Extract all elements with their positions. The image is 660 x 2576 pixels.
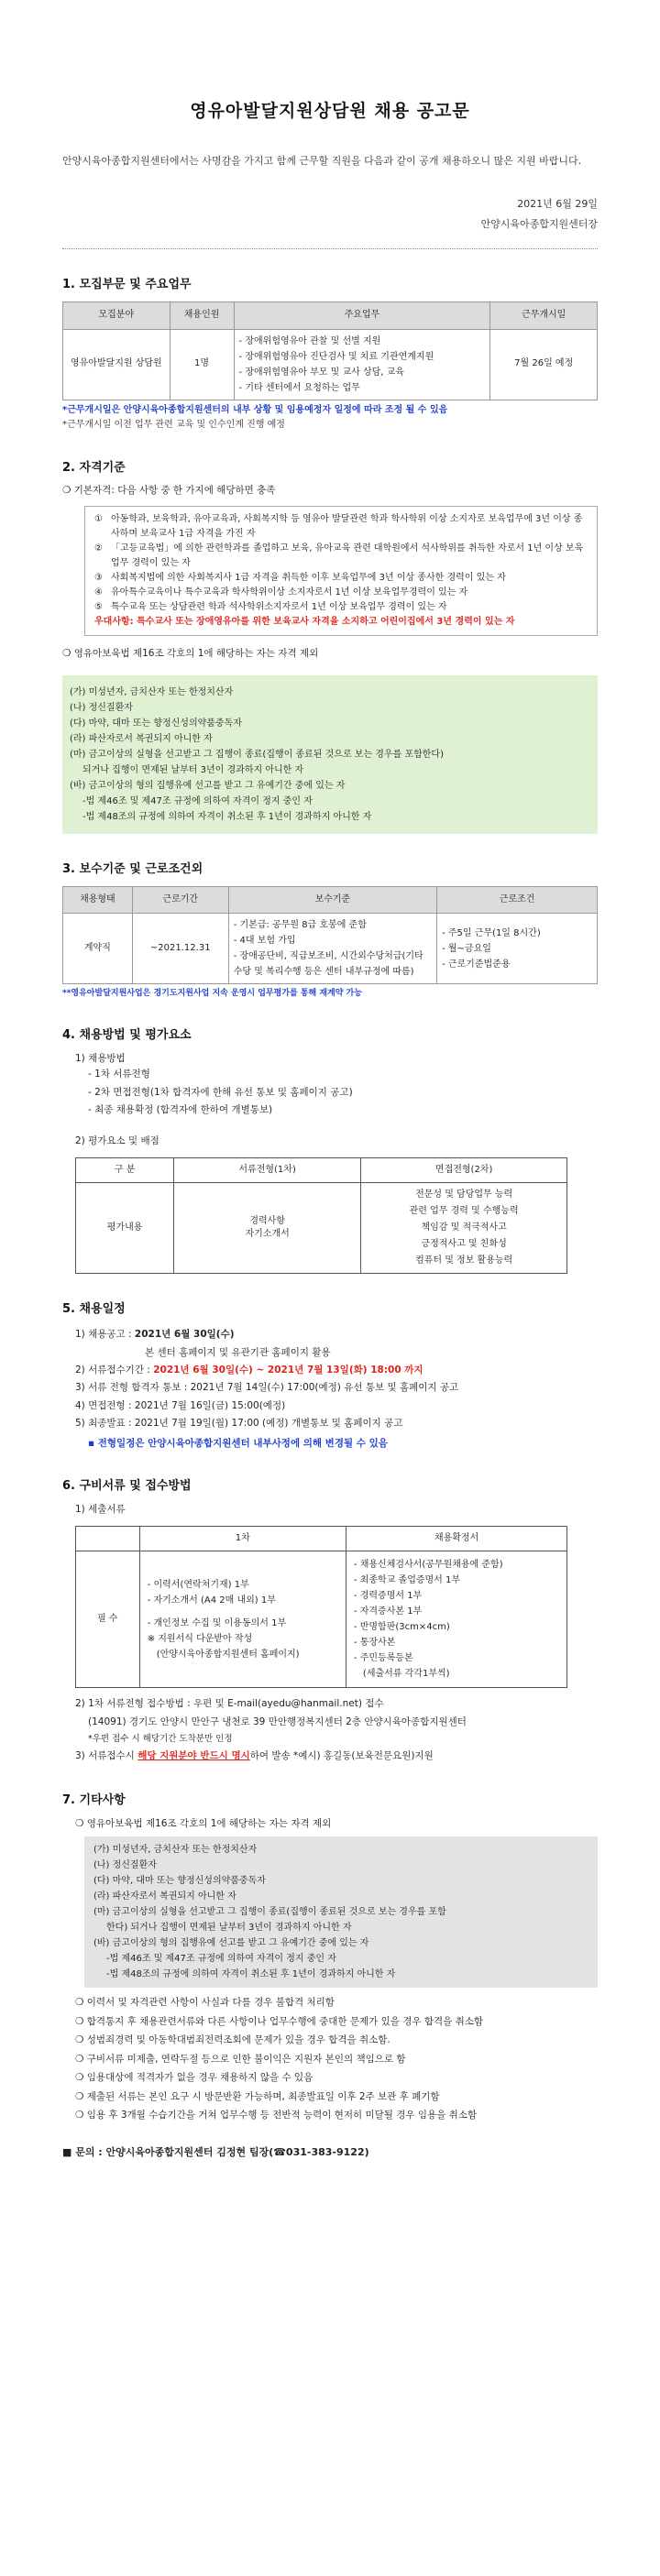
document-eval-cell: 경력사항 자기소개서 <box>174 1183 361 1274</box>
table-header: 보수기준 <box>228 886 436 914</box>
list-item: ❍ 임용 후 3개월 수습기간을 거쳐 업무수행 등 전반적 능력이 현저히 미달될 경우 임용을 취소함 <box>75 2110 478 2121</box>
interview-eval-cell: 전문성 및 담당업무 능력 관련 업무 경력 및 수행능력 책임감 및 적극적사고 긍정적사고 및 친화성 컴퓨터 및 정보 활용능력 <box>361 1183 567 1274</box>
section-qualifications <box>0 460 660 834</box>
table-header: 모집분야 <box>63 302 170 330</box>
list-item: (다) 마약, 대마 또는 향정신성의약품중독자 <box>70 718 242 729</box>
documents-table <box>75 1526 567 1689</box>
method-item: - 최종 채용확정 (합격자에 한하여 개별통보) <box>88 1104 273 1116</box>
section-schedule <box>0 1301 660 1451</box>
schedule-item: 4) 면접전형 : 2021년 7월 16일(금) 15:00(예정) <box>75 1399 286 1411</box>
task-item: - 장애위험영유아 진단검사 및 치료 기관연계지원 <box>238 351 434 362</box>
subsection-title: 1) 채용방법 <box>75 1053 126 1065</box>
training-note: *근무개시일 이전 업무 관련 교육 및 인수인계 진행 예정 <box>62 420 285 431</box>
section-title: 2. 자격기준 <box>62 460 126 475</box>
method-item: - 2차 면접전형(1차 합격자에 한해 유선 통보 및 홈페이지 공고) <box>88 1086 353 1098</box>
list-item: ⑤ 특수교육 또는 상담관련 학과 석사학위소지자로서 1년 이상 보육업무 경력이 있는 자 <box>94 601 447 612</box>
first-docs-cell: - 이력서(연락처기재) 1부 - 자기소개서 (A4 2매 내외) 1부 - 개인정보 수집 및 이용동의서 1부 ※ 지원서식 다운받아 작성 (안양시육아종합지원센터 홈페이지) <box>139 1551 346 1688</box>
table-header: 채용형태 <box>63 886 133 914</box>
table-header: 채용인원 <box>170 302 234 330</box>
schedule-item: 1) 채용공고 : 2021년 6월 30일(수) <box>75 1329 235 1341</box>
submission-note: *우편 접수 시 해당기간 도착분만 인정 <box>88 1734 233 1745</box>
start-note: *근무개시일은 안양시육아종합지원센터의 내부 상황 및 임용예정자 일정에 따라 조정 될 수 있음 <box>62 404 448 415</box>
task-item: - 기타 센터에서 요청하는 업무 <box>238 382 360 393</box>
list-item: (가) 미성년자, 금치산자 또는 한정치산자 <box>94 1845 258 1856</box>
pay-cell <box>228 914 436 984</box>
section-title: 3. 보수기준 및 근로조건외 <box>62 861 204 876</box>
evaluation-table <box>75 1157 567 1275</box>
table-header: 근무개시일 <box>490 302 598 330</box>
submission-method: 2) 1차 서류전형 접수방법 : 우편 및 E-mail(ayedu@hanmail.net) 접수 <box>75 1698 384 1710</box>
table-header: 구 분 <box>76 1157 174 1183</box>
pay-item: - 장애공단비, 직급보조비, 시간외수당처급(기타 수당 및 복리수행 등은 센터 내부규정에 따름) <box>233 951 424 978</box>
compensation-table <box>62 886 598 985</box>
table-header: 1차 <box>139 1526 346 1551</box>
list-item: ③ 사회복지법에 의한 사회복지사 1급 자격을 취득한 이후 보육업무에 3년 이상 종사한 경력이 있는 자 <box>94 572 506 583</box>
list-item: (바) 금고이상의 형의 집행유예 선고를 받고 그 유예기간 중에 있는 자 <box>94 1938 369 1949</box>
list-item: 되거나 집행이 면제된 날부터 3년이 경과하지 아니한 자 <box>82 764 304 775</box>
condition-item: - 월~금요일 <box>442 943 491 954</box>
list-item: ④ 유아특수교육이나 특수교육과 학사학위이상 소지자로서 1년 이상 보육업무경력이 있는 자 <box>94 586 468 597</box>
list-item: (라) 파산자로서 복권되지 아니한 자 <box>70 733 213 744</box>
pay-item: - 기본급: 공무원 8급 호봉에 준함 <box>233 920 367 931</box>
intro-text: 안양시육아종합지원센터에서는 사명감을 가지고 함께 근무할 직원을 다음과 같이 공개 채용하오니 많은 지원 바랍니다. <box>62 154 582 167</box>
submission-label-note: 3) 서류접수시 해당 지원분야 반드시 명시하여 발송 *예시) 홍길동(보육전문요원)지원 <box>75 1749 434 1761</box>
list-item: ❍ 이력서 및 자격관련 사항이 사실과 다를 경우 불합격 처리함 <box>75 1997 335 2009</box>
section-recruitment <box>0 277 660 432</box>
list-item: (바) 금고이상의 형의 집행유예 선고를 받고 그 유예기간 중에 있는 자 <box>70 780 346 791</box>
preferred-qualification: 우대사항: 특수교사 또는 장애영유아를 위한 보육교사 자격을 소지하고 어린이집에서 3년 경력이 있는 자 <box>94 616 515 627</box>
list-item: -법 제46조 및 제47조 규정에 의하여 자격이 정지 중인 자 <box>82 795 313 806</box>
submission-address: (14091) 경기도 안양시 만안구 냉천로 39 만안행정복지센터 2층 안양시육아종합지원센터 <box>88 1716 467 1727</box>
misc-list <box>62 1993 598 2124</box>
final-docs-cell: - 채용신체검사서(공무원채용에 준함) - 최종학교 졸업증명서 1부 - 경력증명서 1부 - 자격증사본 1부 - 반명함판(3cm×4cm) - 통장사본 - 주민등록등본 (세출서류 각각1부씩) <box>346 1551 566 1688</box>
method-item: - 1차 서류전형 <box>88 1069 150 1080</box>
page-title: 영유아발달지원상담원 채용 공고문 <box>190 101 470 121</box>
section-title: 4. 채용방법 및 평가요소 <box>62 1028 192 1043</box>
list-item: (라) 파산자로서 복권되지 아니한 자 <box>94 1891 236 1902</box>
header <box>0 0 660 249</box>
table-header: 면접전형(2차) <box>361 1157 567 1183</box>
table-header: 채용확정서 <box>346 1526 566 1551</box>
disqualification-box <box>84 1836 598 1988</box>
count-cell: 1명 <box>170 329 234 400</box>
tasks-cell <box>234 329 490 400</box>
row-label: 필 수 <box>76 1551 140 1688</box>
notice-date: 2021년 6월 29일 <box>517 198 598 211</box>
exclusion-note: ❍ 영유아보육법 제16조 각호의 1에 해당하는 자는 자격 제외 <box>75 1818 332 1830</box>
pay-item: - 4대 보험 가입 <box>233 936 296 947</box>
list-item: ❍ 제출된 서류는 본인 요구 시 방문반환 가능하며, 최종발표일 이후 2주 보관 후 폐기함 <box>75 2090 440 2102</box>
list-item: ① 아동학과, 보육학과, 유아교육과, 사회복지학 등 영유아 발달관련 학과 학사학위 이상 소지자로 보육업무에 3년 이상 종사하며 보육교사 1급 자격을 가진 자 <box>94 513 583 539</box>
section-title: 7. 기타사항 <box>62 1793 126 1808</box>
subsection-title: 1) 세출서류 <box>75 1503 126 1515</box>
task-item: - 장애위험영유아 관찰 및 선별 지원 <box>238 335 381 346</box>
list-item: 한다) 되거나 집행이 면제된 날부터 3년이 경과하지 아니한 자 <box>106 1923 352 1934</box>
contact-info: ■ 문의 : 안양시육아종합지원센터 김정현 팀장(☎031-383-9122) <box>62 2145 369 2158</box>
list-item: ❍ 성범죄경력 및 아동학대범죄전력조회에 문제가 있을 경우 합격을 취소함. <box>75 2034 390 2046</box>
section-method <box>0 1027 660 1274</box>
list-item: (나) 정신질환자 <box>70 702 133 713</box>
section-title: 1. 모집부문 및 주요업무 <box>62 278 192 292</box>
field-cell: 영유아발달지원 상담원 <box>63 329 170 400</box>
condition-item: - 근로기준법준용 <box>442 959 511 970</box>
disqualification-box <box>62 675 598 834</box>
table-header: 주요업무 <box>234 302 490 330</box>
section-title: 6. 구비서류 및 접수방법 <box>62 1478 192 1493</box>
renewal-note: **영유아발달지원사업은 경기도지원사업 지속 운영시 업무평가를 통해 재계약 가능 <box>62 989 362 999</box>
table-header: 근로조건 <box>437 886 598 914</box>
list-item: (마) 금고이상의 실형을 선고받고 그 집행이 종료(집행이 종료된 것으로 보는 경우를 포함 <box>94 1907 446 1918</box>
section-misc <box>0 1792 660 2159</box>
schedule-note: ▪ 전형일정은 안양시육아종합지원센터 내부사정에 의해 변경될 수 있음 <box>88 1437 388 1449</box>
section-documents <box>0 1478 660 1765</box>
list-item: (마) 금고이상의 실형을 선고받고 그 집행이 종료(집행이 종료된 것으로 보는 경우를 포함한다) <box>70 749 444 760</box>
dotted-divider <box>62 248 598 249</box>
start-cell: 7월 26일 예정 <box>490 329 598 400</box>
list-item: (가) 미성년자, 금치산자 또는 한정치산자 <box>70 686 234 697</box>
row-label: 평가내용 <box>76 1183 174 1274</box>
table-header: 서류전형(1차) <box>174 1157 361 1183</box>
table-header <box>76 1526 140 1551</box>
list-item: ❍ 합격통지 후 채용관련서류와 다른 사항이나 업무수행에 중대한 문제가 있을 경우 합격을 취소함 <box>75 2015 484 2027</box>
list-item: -법 제48조의 규정에 의하여 자격이 취소된 후 1년이 경과하지 아니한 자 <box>82 811 372 822</box>
task-item: - 장애위험영유아 부모 및 교사 상담, 교육 <box>238 367 404 378</box>
type-cell: 계약직 <box>63 914 133 984</box>
condition-item: - 주5일 근무(1일 8시간) <box>442 927 541 938</box>
list-item: (나) 정신질환자 <box>94 1860 157 1871</box>
period-cell: ~2021.12.31 <box>132 914 228 984</box>
notice-org: 안양시육아종합지원센터장 <box>480 218 598 231</box>
list-item: -법 제46조 및 제47조 규정에 의하여 자격이 정지 중인 자 <box>106 1954 336 1965</box>
conditions-cell <box>437 914 598 984</box>
list-item: ② 「고등교육법」에 의한 관련학과를 졸업하고 보육, 유아교육 관련 대학원에서 석사학위를 취득한 자로서 1년 이상 보육업무 경력이 있는 자 <box>94 543 584 568</box>
schedule-item: 3) 서류 전형 합격자 통보 : 2021년 7월 14일(수) 17:00(예정) 유선 통보 및 홈페이지 공고 <box>75 1382 459 1394</box>
list-item: ❍ 구비서류 미제출, 연락두절 등으로 인한 불이익은 지원자 본인의 책임으로 함 <box>75 2053 406 2065</box>
exclusion-note: ❍ 영유아보육법 제16조 각호의 1에 해당하는 자는 자격 제외 <box>62 647 319 659</box>
table-header: 근로기간 <box>132 886 228 914</box>
schedule-item: 5) 최종발표 : 2021년 7월 19일(월) 17:00 (예정) 개별통보 및 홈페이지 공고 <box>75 1418 403 1430</box>
list-item: (다) 마약, 대마 또는 향정신성의약품중독자 <box>94 1876 266 1887</box>
basic-qualification: ❍ 기본자격: 다음 사항 중 한 가지에 해당하면 충족 <box>62 485 276 497</box>
list-item: ❍ 임용대상에 적격자가 없을 경우 채용하지 않을 수 있음 <box>75 2072 314 2084</box>
section-title: 5. 채용일정 <box>62 1302 126 1317</box>
schedule-item: 본 센터 홈페이지 및 유관기관 홈페이지 활용 <box>145 1346 331 1358</box>
qualification-list <box>84 506 598 636</box>
schedule-item: 2) 서류접수기간 : 2021년 6월 30일(수) ~ 2021년 7월 13일(화) 18:00 까지 <box>75 1364 424 1376</box>
list-item: -법 제48조의 규정에 의하여 자격이 취소된 후 1년이 경과하지 아니한 자 <box>106 1969 396 1980</box>
recruitment-table <box>62 301 598 400</box>
section-compensation <box>0 861 660 1000</box>
subsection-title: 2) 평가요소 및 배점 <box>75 1135 160 1146</box>
